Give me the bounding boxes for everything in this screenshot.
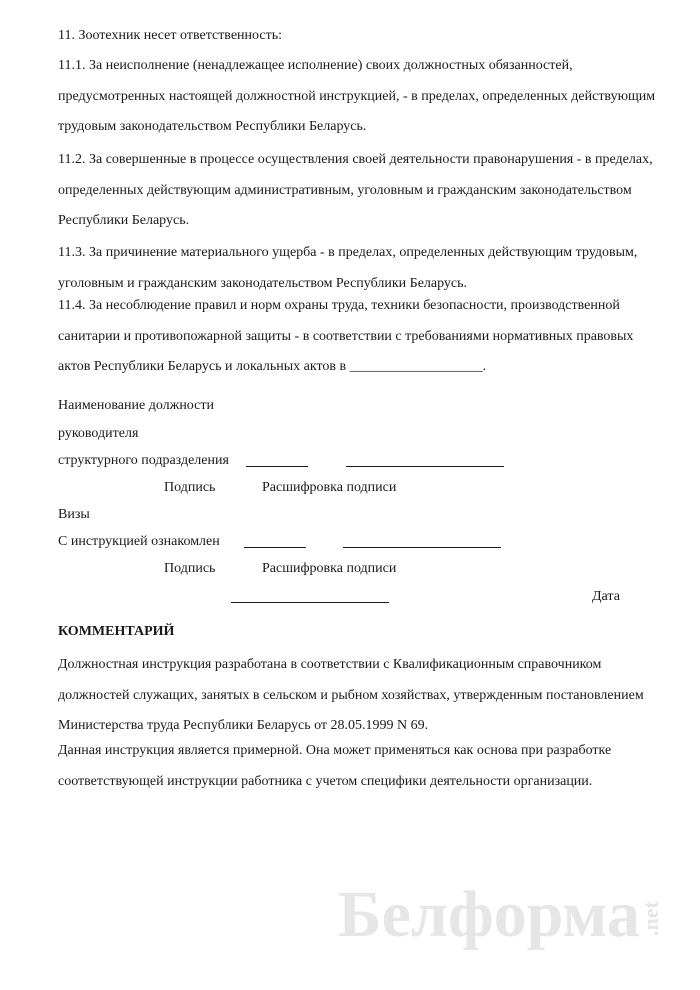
section-heading: 11. Зоотехник несет ответственность: [58,28,282,43]
paragraph-11-2 [58,150,658,242]
visas-label: Визы [58,507,90,522]
comment-paragraph-2 [58,741,658,802]
comment-paragraph-1 [58,655,658,747]
paragraph-line: 11.3. За причинение материального ущерба - в пределах, определенных действующим трудовым, [58,245,638,260]
signature-decoding-caption: Расшифровка подписи [262,561,397,576]
paragraph-line: Данная инструкция является примерной. Она может применяться как основа при разработке [58,743,612,758]
paragraph-11-4 [58,296,658,388]
paragraph-line: санитарии и противопожарной защиты - в соответствии с требованиями нормативных правовых [58,328,634,344]
signature-line [246,466,308,467]
paragraph-line: трудовым законодательством Республики Беларусь. [58,119,367,134]
paragraph-line: соответствующей инструкции работника с учетом специфики деятельности организации. [58,773,593,789]
comment-heading: КОММЕНТАРИЙ [58,624,175,639]
paragraph-line: определенных действующим административным, уголовным и гражданским законодательством [58,182,632,198]
date-label: Дата [592,589,620,604]
watermark-domain: .net [638,901,663,936]
acquainted-label: С инструкцией ознакомлен [58,534,220,549]
position-title-line: структурного подразделения [58,453,229,468]
signature-caption: Подпись [164,561,216,576]
paragraph-line: актов Республики Беларусь и локальных актов в ___________________. [58,359,487,374]
date-line [231,602,389,603]
signature-decoding-caption: Расшифровка подписи [262,480,397,495]
paragraph-line: 11.4. За несоблюдение правил и норм охраны труда, техники безопасности, производственной [58,298,620,313]
paragraph-line: Должностная инструкция разработана в соответствии с Квалификационным справочником [58,657,602,672]
paragraph-line: 11.1. За неисполнение (ненадлежащее исполнение) своих должностных обязанностей, [58,58,573,73]
watermark-brand: Белформа [338,878,640,950]
signature-line [244,547,306,548]
position-title-line: Наименование должности [58,398,214,413]
paragraph-line: 11.2. За совершенные в процессе осуществления своей деятельности правонарушения - в пределах, [58,152,653,167]
signature-caption: Подпись [164,480,216,495]
paragraph-line: Министерства труда Республики Беларусь от 28.05.1999 N 69. [58,718,429,733]
position-title-line: руководителя [58,426,139,441]
signature-decoding-line [346,466,504,467]
paragraph-line: уголовным и гражданским законодательством Республики Беларусь. [58,275,468,291]
paragraph-line: Республики Беларусь. [58,213,190,228]
signature-decoding-line [343,547,501,548]
paragraph-11-3 [58,243,658,304]
paragraph-line: должностей служащих, занятых в сельском и рыбном хозяйствах, утвержденным постановлением [58,687,644,703]
belforma-watermark-logo [332,870,672,950]
paragraph-11-1 [58,56,658,148]
paragraph-line: предусмотренных настоящей должностной инструкцией, - в пределах, определенных действующим [58,88,656,104]
